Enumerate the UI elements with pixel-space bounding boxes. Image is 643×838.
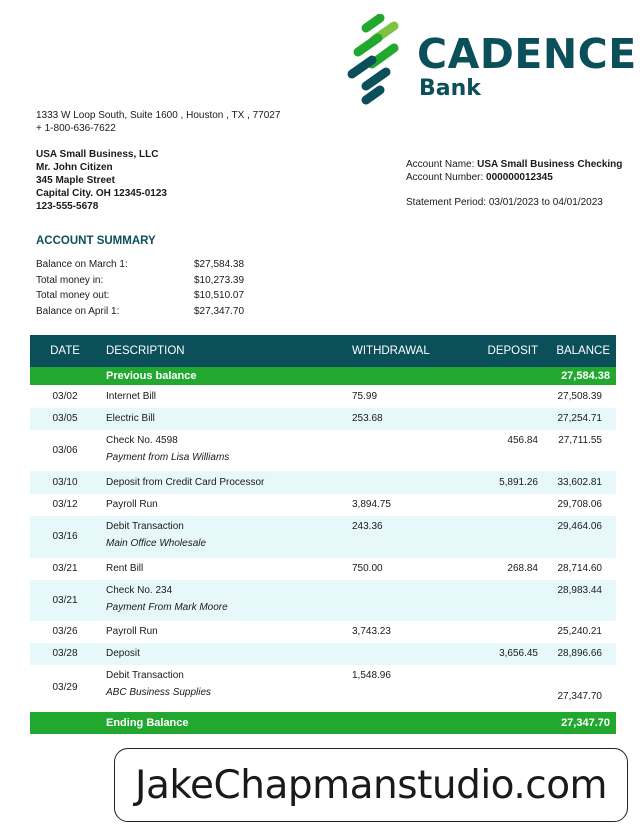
row-deposit: 3,656.45 [499,648,538,659]
row-description-memo: Payment from Lisa Williams [106,452,230,463]
row-description [100,643,352,659]
row-description-text: Internet Bill [106,391,157,402]
cadence-bank-logo [344,14,637,106]
brand-subtitle: Bank [419,76,481,101]
customer-name: Mr. John Citizen [36,162,113,173]
customer-street: 345 Maple Street [36,175,115,186]
table-row [30,516,616,558]
row-description [100,408,352,424]
summary-label: Balance on March 1: [36,259,128,270]
account-number-label: Account Number: [406,172,484,183]
row-description [100,494,352,510]
row-balance: 27,347.70 [557,691,602,702]
table-row [30,494,616,516]
row-withdrawal: 253.68 [352,413,383,424]
row-description-text: Check No. 234 [106,585,173,596]
statement-period: Statement Period: 03/01/2023 to 04/01/2023 [406,197,603,208]
summary-label: Total money in: [36,274,104,286]
transactions-body [30,385,616,711]
summary-row [36,306,274,322]
row-date: 03/21 [52,595,78,606]
row-description-text: Rent Bill [106,563,144,574]
table-row [30,430,616,471]
row-description [100,558,352,574]
row-withdrawal [352,471,452,477]
row-deposit [452,580,538,585]
ending-balance-value: 27,347.70 [561,717,610,729]
summary-label: Total money out: [36,290,110,301]
row-date: 03/05 [52,413,78,424]
watermark-banner: JakeChapmanstudio.com [114,748,628,822]
row-balance: 27,254.71 [557,413,602,424]
row-description [100,430,352,463]
row-balance: 28,714.60 [557,563,602,574]
row-description-text: Debit Transaction [106,670,184,681]
row-date: 03/16 [52,531,78,542]
row-balance: 29,708.06 [557,499,602,510]
account-summary-title: ACCOUNT SUMMARY [36,235,156,247]
table-row [30,471,616,494]
row-date: 03/29 [52,682,78,693]
summary-value: $27,347.70 [194,305,245,317]
header-deposit: DEPOSIT [487,345,538,357]
row-balance: 33,602.81 [557,477,602,488]
customer-phone: 123-555-5678 [36,201,99,212]
account-number-line [406,171,622,184]
row-withdrawal: 3,894.75 [352,499,391,510]
customer-city: Capital City. OH 12345-0123 [36,188,167,199]
row-withdrawal: 243.36 [352,521,383,532]
header-date: DATE [50,345,80,357]
account-name-label: Account Name: [406,159,475,170]
header-withdrawal: WITHDRAWAL [352,345,430,357]
account-name-value: USA Small Business Checking [477,159,623,170]
row-withdrawal: 75.99 [352,391,378,402]
row-description-text: Payroll Run [106,626,158,637]
row-date: 03/10 [52,477,78,488]
header-balance: BALANCE [556,345,610,357]
row-description [100,580,352,613]
transactions-table [30,335,616,711]
summary-label: Balance on April 1: [36,305,120,317]
account-name-line [406,158,622,171]
row-date: 03/28 [52,648,78,659]
row-description-memo: Main Office Wholesale [106,538,207,549]
bank-address-line: 1333 W Loop South, Suite 1600 , Houston , TX , 77027 [36,110,281,121]
table-row [30,621,616,643]
cadence-leaf-mark-icon [344,14,406,106]
row-deposit [452,621,538,626]
summary-value: $10,510.07 [194,290,245,301]
ending-balance-label: Ending Balance [106,717,189,729]
account-summary [36,259,274,321]
row-withdrawal: 750.00 [352,563,383,574]
row-description-text: Deposit [106,648,140,659]
table-header [30,335,616,367]
row-withdrawal: 3,743.23 [352,626,391,637]
account-info [406,158,622,184]
row-withdrawal [352,580,452,585]
header-description: DESCRIPTION [106,345,185,357]
table-row [30,665,616,711]
summary-row [36,275,274,291]
row-deposit [452,385,538,391]
table-row [30,408,616,430]
previous-balance-row [30,367,616,385]
row-withdrawal [352,430,452,435]
row-date: 03/12 [52,499,78,510]
customer-address [36,148,167,213]
row-date: 03/06 [52,445,78,456]
row-balance: 28,896.66 [557,648,602,659]
table-row [30,643,616,665]
row-deposit [452,408,538,413]
summary-value: $10,273.39 [194,274,245,286]
row-description [100,665,352,698]
table-row [30,580,616,621]
row-deposit [452,665,538,670]
row-description-text: Debit Transaction [106,521,184,532]
bank-address [36,109,280,135]
summary-row [36,290,274,306]
row-description [100,621,352,637]
row-description [100,516,352,549]
ending-balance-row [30,712,616,734]
row-description-text: Deposit from Credit Card Processor [106,477,265,488]
row-deposit [452,516,538,521]
row-deposit: 456.84 [507,435,538,446]
row-description-text: Check No. 4598 [106,435,178,446]
row-withdrawal [352,643,452,648]
row-description-text: Payroll Run [106,499,158,510]
row-description [100,471,352,488]
bank-phone: + 1-800-636-7622 [36,123,116,134]
row-balance: 25,240.21 [557,626,602,637]
row-description-memo: Payment From Mark Moore [106,602,228,613]
customer-company: USA Small Business, LLC [36,149,159,160]
row-date: 03/02 [52,391,78,402]
brand-name: CADENCE [417,30,637,78]
row-balance: 27,508.39 [557,391,602,402]
row-description-text: Electric Bill [106,413,155,424]
account-number-value: 000000012345 [486,172,553,183]
summary-row [36,259,274,275]
row-withdrawal: 1,548.96 [352,670,391,681]
row-balance: 29,464.06 [557,521,602,532]
previous-balance-label: Previous balance [106,370,197,382]
table-row [30,385,616,408]
row-deposit: 5,891.26 [499,477,538,488]
row-date: 03/21 [52,563,78,574]
row-description [100,385,352,402]
row-date: 03/26 [52,626,78,637]
summary-value: $27,584.38 [194,259,245,270]
row-deposit [452,494,538,499]
previous-balance-value: 27,584.38 [561,370,610,382]
row-balance: 28,983.44 [557,585,602,596]
table-row [30,558,616,580]
row-deposit: 268.84 [507,563,538,574]
row-balance: 27,711.55 [558,435,602,446]
row-description-memo: ABC Business Supplies [106,687,212,698]
